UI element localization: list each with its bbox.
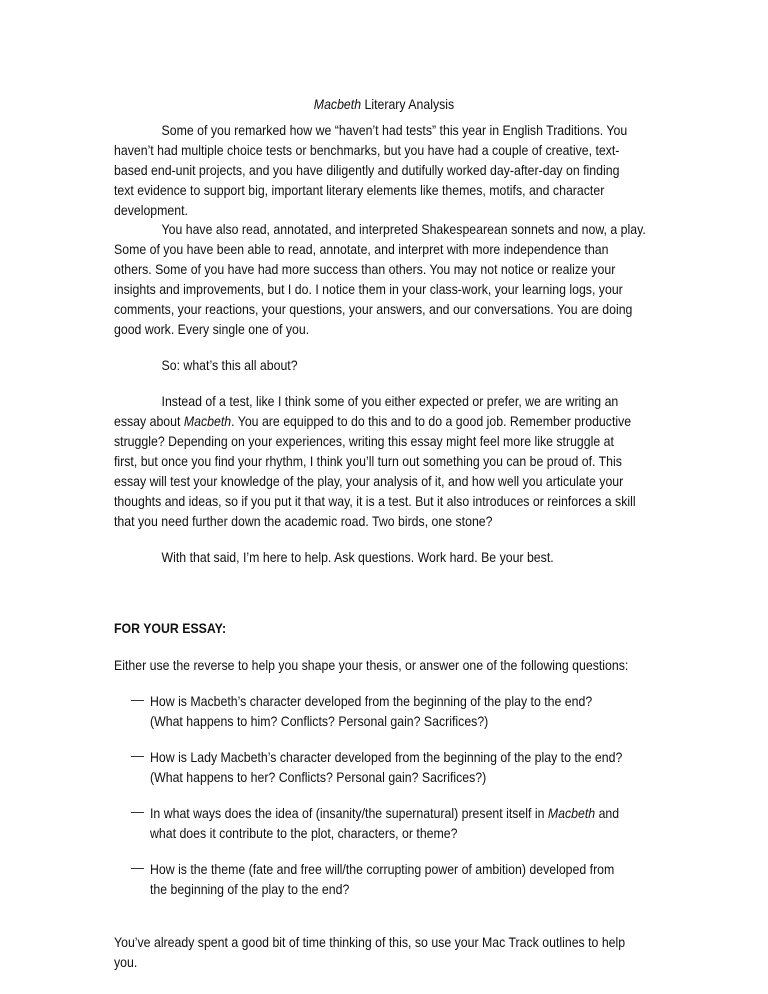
paragraph-instructions	[114, 655, 698, 675]
question-item-3	[114, 803, 683, 843]
text-run: you.	[114, 954, 138, 970]
text-line	[114, 431, 636, 451]
dash-bullet-icon	[131, 812, 144, 813]
text-line	[114, 160, 627, 180]
text-line	[114, 391, 636, 411]
text-run: How is Macbeth’s character developed from the beginning of the play to the end?	[150, 693, 593, 709]
text-run: You have also read, annotated, and interpreted Shakespearean sonnets and now, a play.	[161, 221, 646, 237]
text-line	[114, 655, 628, 675]
text-line	[114, 299, 646, 319]
text-run: So: what’s this all about?	[161, 357, 298, 373]
text-run: comments, your reactions, your questions, your answers, and our conversations. You are doing	[114, 301, 633, 317]
text-line	[114, 547, 554, 567]
text-run: that you need further down the academic road. Two birds, one stone?	[114, 513, 493, 529]
text-run: Either use the reverse to help you shape your thesis, or answer one of the following questions:	[114, 657, 629, 673]
text-run: (What happens to him? Conflicts? Personal gain? Sacrifices?)	[150, 713, 489, 729]
text-line	[114, 319, 646, 339]
italic-text: Macbeth	[183, 413, 232, 429]
text-line	[114, 411, 636, 431]
text-run: what does it contribute to the plot, characters, or theme?	[150, 825, 458, 841]
document-title	[0, 94, 768, 114]
text-line	[150, 747, 622, 767]
text-line	[114, 140, 627, 160]
text-run: good work. Every single one of you.	[114, 321, 310, 337]
text-run: and	[595, 805, 620, 821]
question-item-4	[114, 859, 678, 899]
bold-text: FOR YOUR ESSAY:	[114, 620, 227, 636]
text-run: Instead of a test, like I think some of you either expected or prefer, we are writing an	[161, 393, 619, 409]
text-line	[114, 355, 298, 375]
text-run: based end-unit projects, and you have diligently and dutifully worked day-after-day on finding	[114, 162, 620, 178]
text-run: . You are equipped to do this and to do a good job. Remember productive	[231, 413, 632, 429]
text-line	[114, 239, 646, 259]
text-line	[114, 259, 646, 279]
text-run: development.	[114, 202, 188, 218]
text-line	[114, 932, 625, 952]
text-run: essay will test your knowledge of the play, your analysis of it, and how well you articulate your	[114, 473, 624, 489]
text-line	[150, 879, 614, 899]
text-run: struggle? Depending on your experiences, writing this essay might feel more like struggle at	[114, 433, 614, 449]
dash-bullet-icon	[131, 700, 144, 701]
text-run: Literary Analysis	[361, 96, 455, 112]
paragraph-essay	[114, 391, 707, 531]
question-item-2	[114, 747, 687, 787]
text-run: In what ways does the idea of (insanity/the supernatural) present itself in	[150, 805, 548, 821]
text-line	[114, 219, 646, 239]
text-line	[150, 767, 622, 787]
text-line	[114, 200, 627, 220]
text-line	[114, 952, 625, 972]
text-line	[150, 823, 619, 843]
dash-bullet-icon	[131, 868, 144, 869]
italic-text: Macbeth	[547, 805, 596, 821]
text-run: How is the theme (fate and free will/the corrupting power of ambition) developed from	[150, 861, 615, 877]
text-run: essay about	[114, 413, 184, 429]
text-run: thoughts and ideas, so if you put it that way, it is a test. But it also introduces or reinforces a skill	[114, 493, 636, 509]
paragraph-help	[114, 547, 614, 567]
text-run: (What happens to her? Conflicts? Personal gain? Sacrifices?)	[150, 769, 487, 785]
text-line	[114, 180, 627, 200]
text-run: others. Some of you have had more success than others. You may not notice or realize your	[114, 261, 616, 277]
text-run: Some of you have been able to read, annotate, and interpret with more independence than	[114, 241, 609, 257]
text-line	[46, 94, 722, 114]
text-line	[114, 491, 636, 511]
text-run: text evidence to support big, important literary elements like themes, motifs, and character	[114, 182, 605, 198]
text-run: the beginning of the play to the end?	[150, 881, 350, 897]
text-run: How is Lady Macbeth’s character developed from the beginning of the play to the end?	[150, 749, 623, 765]
text-line	[114, 618, 226, 638]
text-run: With that said, I’m here to help. Ask questions. Work hard. Be your best.	[161, 549, 554, 565]
text-line	[150, 711, 592, 731]
text-line	[150, 691, 592, 711]
text-line	[114, 471, 636, 491]
paragraph-progress	[114, 219, 718, 339]
paragraph-tests	[114, 120, 697, 220]
question-item-1	[114, 691, 653, 731]
text-line	[114, 511, 636, 531]
text-run: Some of you remarked how we “haven’t had tests” this year in English Traditions. You	[161, 122, 628, 138]
paragraph-question	[114, 355, 323, 375]
text-line	[114, 451, 636, 471]
text-run: insights and improvements, but I do. I notice them in your class-work, your learning logs, your	[114, 281, 623, 297]
text-run: You’ve already spent a good bit of time thinking of this, so use your Mac Track outlines to help	[114, 934, 626, 950]
dash-bullet-icon	[131, 756, 144, 757]
italic-text: Macbeth	[313, 96, 362, 112]
text-line	[114, 279, 646, 299]
text-line	[150, 803, 619, 823]
text-run: haven’t had multiple choice tests or benchmarks, but you have had a couple of creative, text-	[114, 142, 620, 158]
text-line	[150, 859, 614, 879]
paragraph-closing	[114, 932, 695, 972]
essay-heading	[114, 618, 241, 638]
text-run: first, but once you find your rhythm, I think you’ll turn out something you can be proud of. This	[114, 453, 622, 469]
text-line	[114, 120, 627, 140]
